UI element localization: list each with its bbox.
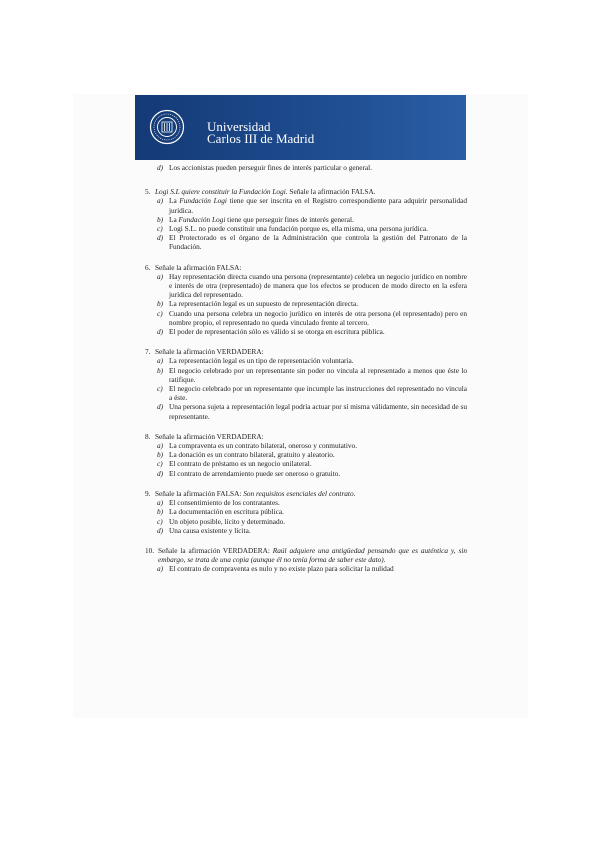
option-text: Hay representación directa cuando una persona (representante) celebra un negocio jurídico en nombre e interés de otra (representado) de manera que los efectos se producen de modo directo en la esfera jurídica del representado. <box>169 271 467 300</box>
option <box>157 526 467 535</box>
option <box>157 564 467 573</box>
option-text: La Fundación Logi tiene que perseguir fines de interés general. <box>169 214 354 224</box>
exam-questions <box>145 163 467 585</box>
option <box>157 366 467 384</box>
question-8 <box>145 432 467 478</box>
option-text: Cuando una persona celebra un negocio jurídico en interés de otra persona (el representado) pero en nombre propio, el representado no queda vinculado frente al tercero. <box>169 308 467 327</box>
question-6 <box>145 263 467 337</box>
option-letter: d) <box>157 327 164 337</box>
option-letter: d) <box>157 402 164 412</box>
option-text: El contrato de préstamo es un negocio unilateral. <box>169 459 312 469</box>
option-text: Una persona sujeta a representación legal podría actuar por sí misma válidamente, sin necesidad de su representante. <box>169 402 467 421</box>
option <box>157 402 467 420</box>
question-stem-text: Señale la afirmación FALSA. <box>287 187 376 197</box>
option <box>157 327 467 336</box>
option-letter: b) <box>157 214 164 224</box>
option-letter: b) <box>157 299 164 309</box>
question-number: 7. <box>145 347 151 357</box>
option <box>157 356 467 365</box>
option-text: La compraventa es un contrato bilateral, oneroso y conmutativo. <box>169 441 358 451</box>
option-text: El negocio celebrado por un representante que incumple las instrucciones del representado no vincula a éste. <box>169 384 467 403</box>
option-letter: a) <box>157 498 164 508</box>
option-letter: c) <box>157 224 163 234</box>
question-stem-italic: Son requisitos esenciales del contrato. <box>243 488 356 498</box>
university-name-line1: Universidad <box>207 119 271 134</box>
option-text: La representación legal es un tipo de representación voluntaria. <box>169 356 354 366</box>
option <box>157 507 467 516</box>
option-letter: c) <box>157 308 163 318</box>
option-text: La Fundación Logi tiene que ser inscrita en el Registro correspondiente para adquirir personalidad jurídica. <box>169 196 467 215</box>
option-letter: c) <box>157 459 163 469</box>
option <box>157 498 467 507</box>
option <box>157 215 467 224</box>
option-text: La representación legal es un supuesto de representación directa. <box>169 299 359 309</box>
question-stem-text: Señale la afirmación FALSA: <box>155 488 244 498</box>
option <box>157 517 467 526</box>
question-stem <box>145 432 467 441</box>
option-letter: a) <box>157 564 164 574</box>
question-stem <box>145 263 467 272</box>
option-letter: a) <box>157 356 164 366</box>
question-number: 6. <box>145 262 151 272</box>
option <box>157 469 467 478</box>
option-letter: d) <box>157 233 164 243</box>
option-letter: b) <box>157 450 164 460</box>
question-10 <box>145 546 467 574</box>
option <box>157 441 467 450</box>
option-text: Logi S.L. no puede constituir una fundación porque es, ella misma, una persona jurídica. <box>169 224 428 234</box>
option-text: El contrato de arrendamiento puede ser oneroso o gratuito. <box>169 468 341 478</box>
question-number: 8. <box>145 431 151 441</box>
question-stem <box>145 187 467 196</box>
option-text: La donación es un contrato bilateral, gratuito y aleatorio. <box>169 450 335 460</box>
option-text: El negocio celebrado por un representante sin poder no vincula al representado a menos que éste lo ratifique. <box>169 365 467 384</box>
option <box>157 384 467 402</box>
option-text: Un objeto posible, lícito y determinado. <box>169 516 286 526</box>
option-text: El Protectorado es el órgano de la Administración que controla la gestión del Patronato de la Fundación. <box>169 233 467 252</box>
option-text: La documentación en escritura pública. <box>169 507 284 517</box>
university-header-banner <box>135 95 466 160</box>
question-stem-italic: Logi S.L quiere constituir la Fundación Logi. <box>155 187 288 197</box>
question-5 <box>145 187 467 251</box>
option <box>157 196 467 214</box>
option-letter: d) <box>157 163 164 172</box>
option <box>157 459 467 468</box>
university-name-line2: Carlos III de Madrid <box>207 131 315 146</box>
question-9 <box>145 489 467 535</box>
option-text: El poder de representación sólo es válido si se otorga en escritura pública. <box>169 327 385 337</box>
option <box>157 309 467 327</box>
question-stem-text: Señale la afirmación FALSA: <box>155 262 242 272</box>
option <box>157 163 467 172</box>
question-7 <box>145 347 467 421</box>
option <box>157 233 467 251</box>
question-stem <box>145 347 467 356</box>
option <box>157 450 467 459</box>
option <box>157 299 467 308</box>
option-text: Los accionistas pueden perseguir fines de interés particular o general. <box>169 163 373 172</box>
question-stem-italic: Raúl adquiere una antigüedad pensando que es auténtica y, sin embargo, se trata de una copia (aunque él no tenía forma de saber este dato). <box>158 545 467 565</box>
option <box>157 224 467 233</box>
option-letter: b) <box>157 507 164 517</box>
question-number: 9. <box>145 488 151 498</box>
question-number: 10. <box>145 545 155 555</box>
option-text: El consentimiento de los contratantes. <box>169 498 280 508</box>
option-letter: a) <box>157 271 164 281</box>
option-text: El contrato de compraventa es nulo y no existe plazo para solicitar la nulidad <box>169 564 394 574</box>
question-stem-text: Señale la afirmación VERDADERA: <box>158 545 273 555</box>
option-letter: a) <box>157 441 164 451</box>
option-text: Una causa existente y lícita. <box>169 525 251 535</box>
option-letter: b) <box>157 365 164 375</box>
question-stem-text: Señale la afirmación VERDADERA: <box>155 431 264 441</box>
question-stem <box>145 546 467 564</box>
option-letter: c) <box>157 384 163 394</box>
question-number: 5. <box>145 187 151 197</box>
option-letter: a) <box>157 196 164 206</box>
uc3m-seal-icon <box>149 109 185 145</box>
question-stem <box>145 489 467 498</box>
university-name <box>207 121 314 145</box>
option-letter: d) <box>157 468 164 478</box>
carryover-option <box>145 163 467 172</box>
question-stem-text: Señale la afirmación VERDADERA: <box>155 347 264 357</box>
option <box>157 272 467 300</box>
option-letter: c) <box>157 516 163 526</box>
option-letter: d) <box>157 525 164 535</box>
